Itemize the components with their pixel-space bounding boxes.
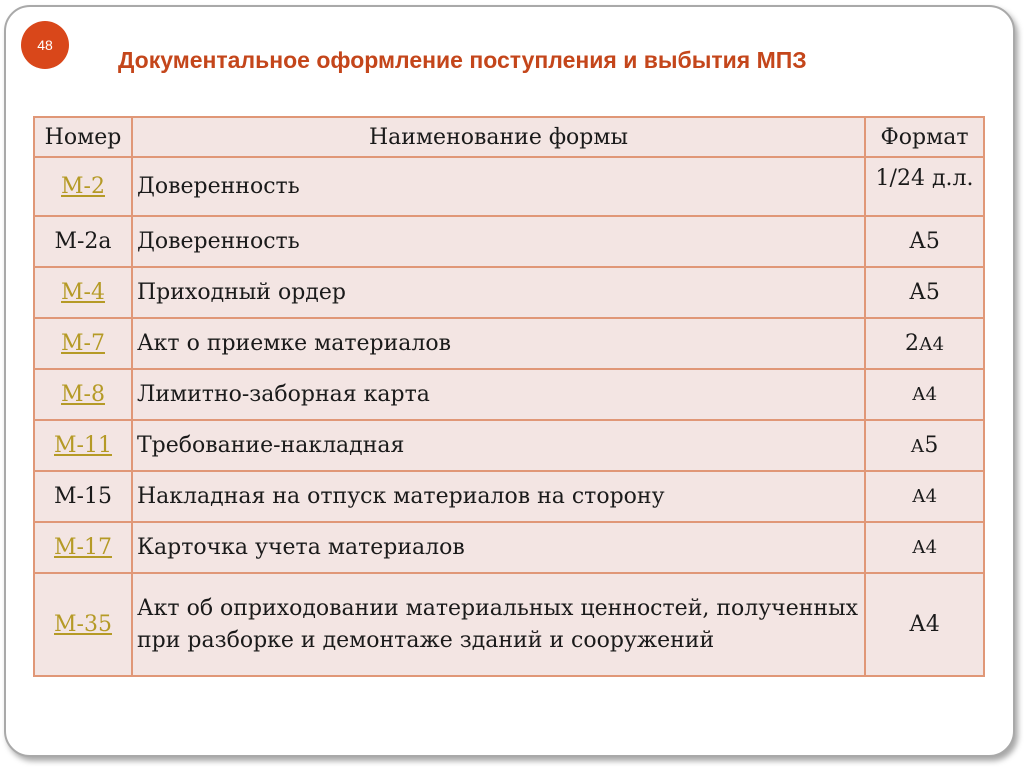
form-format-prefix: 2 (904, 331, 919, 356)
form-name: Карточка учета материалов (132, 522, 865, 573)
table-row (34, 318, 984, 369)
form-name: Приходный ордер (132, 267, 865, 318)
form-name: Накладная на отпуск материалов на сторону (132, 471, 865, 522)
form-name: Требование-накладная (132, 420, 865, 471)
table-row (34, 522, 984, 573)
form-format: А4 (865, 573, 984, 676)
form-format (865, 318, 984, 369)
table-row (34, 573, 984, 676)
table-header-row (34, 117, 984, 157)
form-number: М-15 (34, 471, 132, 522)
form-format: 1/24 д.л. (865, 157, 984, 216)
form-format-size: 5 (924, 433, 939, 458)
form-link-m4[interactable]: М-4 (61, 280, 105, 305)
form-format: А5 (865, 216, 984, 267)
form-link-m35[interactable]: М-35 (54, 612, 112, 637)
form-link-m8[interactable]: М-8 (61, 382, 105, 407)
form-format: А4 (865, 522, 984, 573)
form-number: М-2а (34, 216, 132, 267)
form-name: Лимитно-заборная карта (132, 369, 865, 420)
form-link-m2[interactable]: М-2 (61, 174, 105, 199)
form-name: Акт об оприходовании материальных ценностей, полученных при разборке и демонтаже зданий и сооружений (132, 573, 865, 676)
form-link-m17[interactable]: М-17 (54, 535, 112, 560)
table-row (34, 267, 984, 318)
form-format: А4 (865, 369, 984, 420)
header-name: Наименование формы (132, 117, 865, 157)
form-name: Доверенность (132, 216, 865, 267)
form-format-prefix: А (910, 436, 925, 457)
form-name: Доверенность (132, 157, 865, 216)
page-number-badge (21, 21, 69, 69)
table-row (34, 157, 984, 216)
table-row (34, 420, 984, 471)
page-number: 48 (37, 37, 53, 53)
form-name: Акт о приемке материалов (132, 318, 865, 369)
form-link-m11[interactable]: М-11 (54, 433, 112, 458)
form-format: А5 (865, 267, 984, 318)
slide-title: Документальное оформление поступления и выбытия МПЗ (118, 47, 807, 73)
forms-table (33, 116, 985, 677)
form-format: А4 (865, 471, 984, 522)
header-number: Номер (34, 117, 132, 157)
header-format: Формат (865, 117, 984, 157)
table-row (34, 216, 984, 267)
form-format (865, 420, 984, 471)
form-link-m7[interactable]: М-7 (61, 331, 105, 356)
table-row (34, 471, 984, 522)
table-row (34, 369, 984, 420)
form-format-size: А4 (918, 334, 945, 355)
